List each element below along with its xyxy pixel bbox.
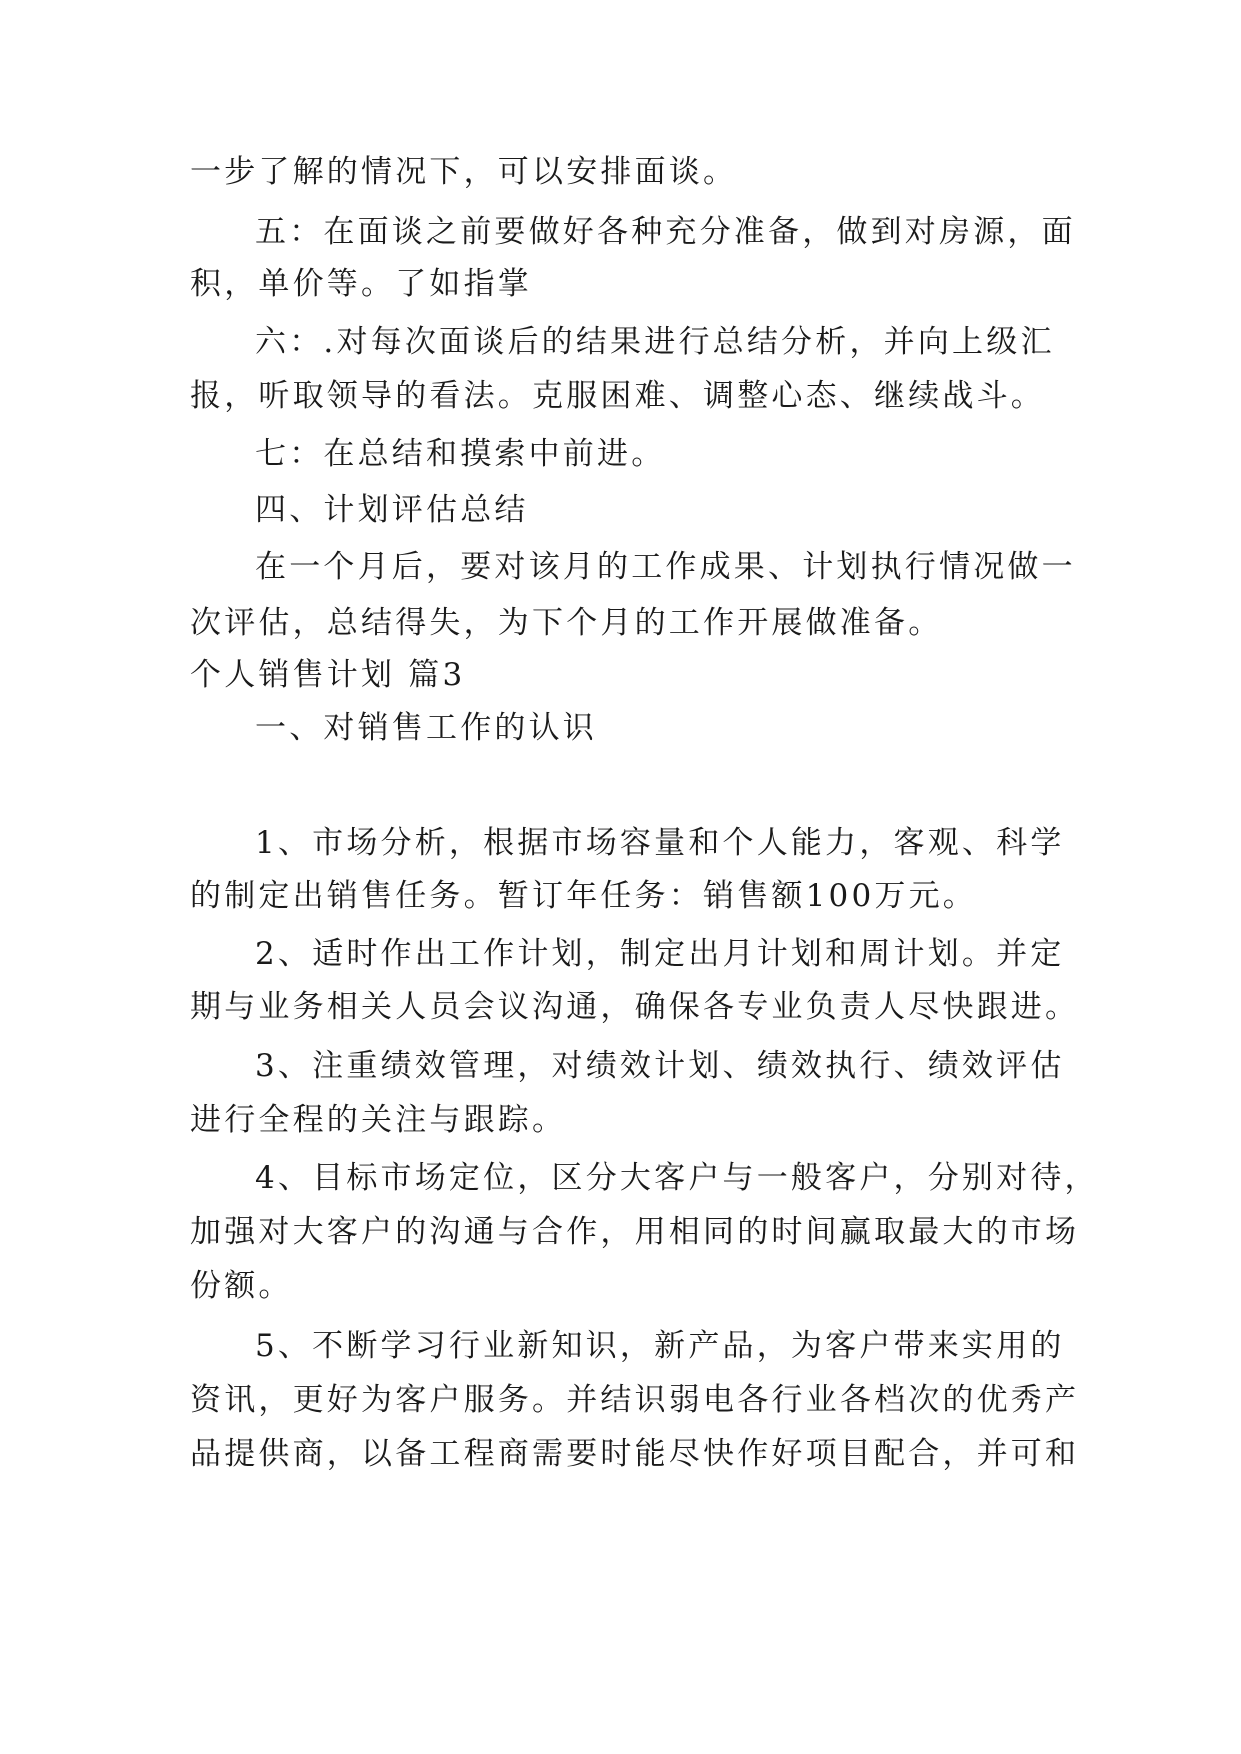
- text-line: 进行全程的关注与跟踪。: [190, 1102, 567, 1138]
- text-line: 六：.对每次面谈后的结果进行总结分析，并向上级汇: [255, 324, 1055, 360]
- text-line: 1、市场分析，根据市场容量和个人能力，客观、科学: [255, 825, 1065, 861]
- text-line: 报，听取领导的看法。克服困难、调整心态、继续战斗。: [190, 378, 1045, 414]
- text-line: 品提供商，以备工程商需要时能尽快作好项目配合，并可和: [190, 1436, 1080, 1472]
- text-line: 七：在总结和摸索中前进。: [255, 436, 666, 472]
- document-title: 个人销售计划 篇3: [190, 657, 466, 693]
- text-line: 一步了解的情况下，可以安排面谈。: [190, 154, 738, 190]
- section-heading: 一、对销售工作的认识: [255, 710, 597, 746]
- text-line: 在一个月后，要对该月的工作成果、计划执行情况做一: [255, 549, 1076, 585]
- text-line: 份额。: [190, 1268, 293, 1304]
- text-line: 期与业务相关人员会议沟通，确保各专业负责人尽快跟进。: [190, 989, 1080, 1025]
- section-heading: 四、计划评估总结: [255, 492, 529, 528]
- text-line: 次评估，总结得失，为下个月的工作开展做准备。: [190, 605, 943, 641]
- text-line: 3、注重绩效管理，对绩效计划、绩效执行、绩效评估: [255, 1048, 1065, 1084]
- text-line: 4、目标市场定位，区分大客户与一般客户，分别对待，: [255, 1160, 1099, 1196]
- text-line: 5、不断学习行业新知识，新产品，为客户带来实用的: [255, 1328, 1065, 1364]
- text-line: 积，单价等。了如指掌: [190, 266, 532, 302]
- text-line: 加强对大客户的沟通与合作，用相同的时间赢取最大的市场: [190, 1214, 1080, 1250]
- text-line: 五：在面谈之前要做好各种充分准备，做到对房源，面: [255, 214, 1076, 250]
- text-line: 资讯，更好为客户服务。并结识弱电各行业各档次的优秀产: [190, 1382, 1080, 1418]
- text-line: 2、适时作出工作计划，制定出月计划和周计划。并定: [255, 936, 1065, 972]
- text-line: 的制定出销售任务。暂订年任务：销售额100万元。: [190, 878, 977, 914]
